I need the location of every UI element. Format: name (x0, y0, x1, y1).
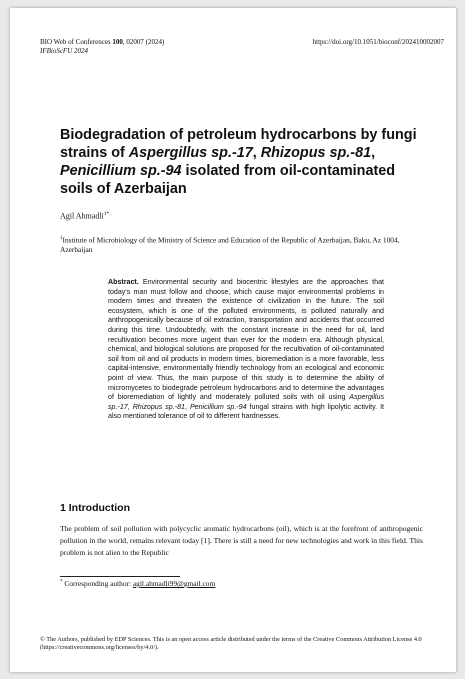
author-email-link[interactable]: agil.ahmadli99@gmail.com (132, 579, 216, 588)
title-species-rhizopus: Rhizopus sp.-81 (260, 145, 372, 161)
title-separator: , (371, 145, 376, 161)
footnote-divider (60, 576, 180, 577)
section-heading: 1 Introduction (60, 502, 130, 514)
paper-page (10, 8, 456, 672)
affiliation-mark: 1 (60, 236, 63, 241)
footnote-label: Corresponding author: (62, 579, 133, 588)
article-number: , 02007 (2024) (122, 38, 165, 46)
title-text: Biodegradation of petroleum hydrocarbons by fungi strains of (60, 127, 417, 161)
footnote-mark: * (60, 579, 63, 585)
abstract-separator: , (127, 402, 133, 411)
abstract-species-penicillium: Penicillium sp.-94 (189, 402, 247, 411)
abstract-label: Abstract. (108, 278, 139, 286)
abstract-separator: , (184, 402, 190, 411)
license-notice: © The Authors, published by EDP Sciences. This is an open access article distributed under the terms of the Creative Commons Attribution License 4.0 (https://creativecommons.org/licenses/by/4.0/). (40, 636, 422, 651)
title-separator: , (252, 145, 261, 161)
affiliation (60, 234, 430, 254)
title-species-aspergillus: Aspergillus sp.-17 (128, 145, 253, 161)
author-marks: 1* (103, 211, 110, 217)
journal-volume: 100 (112, 38, 123, 46)
doi-link[interactable]: https://doi.org/10.1051/bioconf/202410002007 (312, 38, 444, 46)
journal-name: BIO Web of Conferences (40, 38, 113, 46)
conference-name: IFBioScFU 2024 (40, 47, 89, 55)
abstract-species-aspergillus: Aspergillus sp.-17 (108, 393, 384, 411)
paper-title (60, 126, 430, 198)
abstract-text-end: fungal strains with high lipolytic activity. It also mentioned tolerance of oil to different hardnesses. (108, 402, 385, 421)
title-species-penicillium: Penicillium sp.-94 (60, 163, 182, 179)
affiliation-text: Institute of Microbiology of the Ministry of Science and Education of the Republic of Azerbaijan, Baku, Az 1004, Azerbaijan (60, 235, 400, 254)
abstract-species-rhizopus: Rhizopus sp.-81 (132, 402, 185, 411)
author-name: Agil Ahmadli (60, 211, 104, 221)
title-text-end: isolated from oil-contaminated soils of Azerbaijan (60, 163, 396, 197)
journal-citation (40, 38, 164, 56)
abstract (108, 278, 384, 422)
introduction-paragraph: The problem of soil pollution with polycyclic aromatic hydrocarbons (oil), which is at the forefront of anthropogenic pollution in the world, remains relevant today [1]. There is still a need for new technologies and work in this field. This problem is not alien to the Republic (60, 524, 423, 557)
abstract-text: Environmental security and biocentric lifestyles are the approaches that today's man must follow and choose, which cause major environmental problems in modern times and threaten the existence of civilization in the future. The soil ecosystem, which is one of the polluted environments, is polluted naturally and anthropogenically because of oil extraction, transportation and accidents that occurred during this time. Undoubtedly, with the constant increase in the need for oil, land recultivation becomes more urgent than ever for the modern era. Although physical, chemical, and biological solutions are proposed for the recultivation of oil-contaminated soil from oil and oil products in modern times, bioremediation is a more favorable, less capital-intensive, environmentally friendly technology from an ecological and economic point of view. Thus, the main purpose of this study is to determine the ability of micromycetes to biodegrade petroleum hydrocarbons and to determine the advantages of bioremediation of lightly and moderately polluted soils with oil using (108, 278, 384, 402)
author-line (60, 211, 109, 221)
footnote (60, 579, 215, 588)
